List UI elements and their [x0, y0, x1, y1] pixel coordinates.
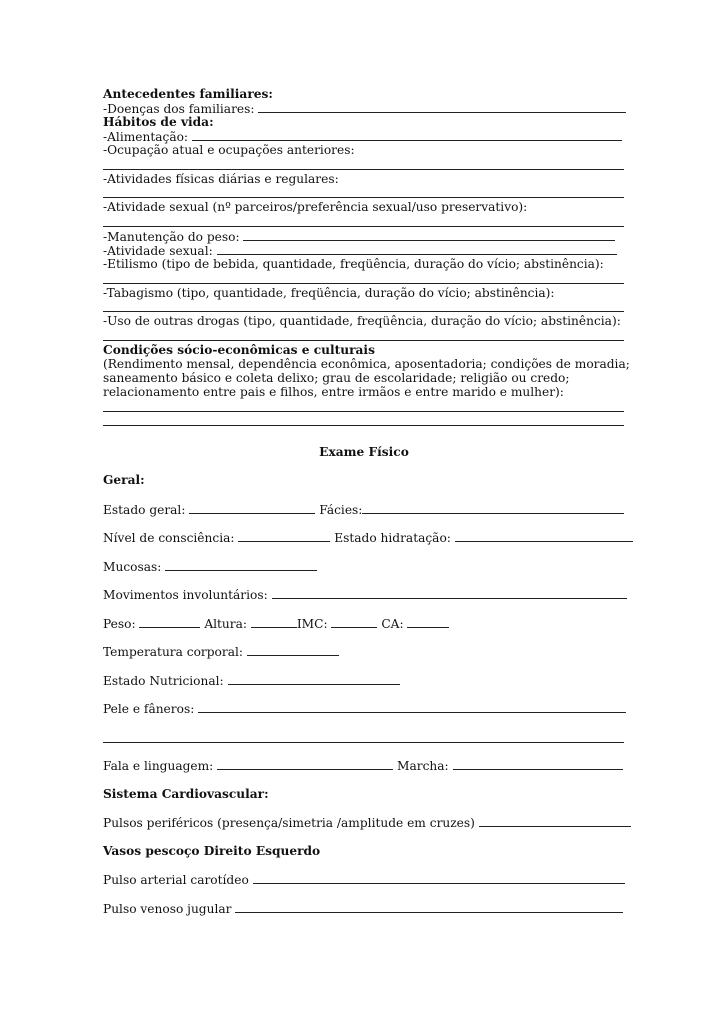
input-line-pulsos-perifericos[interactable] [479, 815, 631, 827]
field-consciencia-hidratacao [103, 530, 633, 545]
field-alimentacao [103, 129, 622, 144]
heading-socio-economicas: Condições sócio-econômicas e culturais [103, 343, 375, 357]
input-line-manutencao-peso[interactable] [243, 229, 615, 241]
input-line-marcha[interactable] [453, 758, 623, 770]
label-outras-drogas: -Uso de outras drogas (tipo, quantidade, freqüência, duração do vício; abstinência): [103, 314, 621, 328]
label-estado-nutricional: Estado Nutricional: [103, 674, 224, 688]
input-line-pele-2[interactable] [103, 742, 624, 743]
input-line-etilismo[interactable] [103, 283, 624, 284]
input-line-estado-nutricional[interactable] [228, 673, 400, 685]
input-line-socio-2[interactable] [103, 425, 624, 426]
label-peso: Peso: [103, 617, 136, 631]
text-socio-line-3: relacionamento entre pais e filhos, entre irmãos e entre marido e mulher): [103, 385, 564, 399]
input-line-fala[interactable] [217, 758, 393, 770]
input-line-peso[interactable] [139, 616, 200, 628]
input-line-alimentacao[interactable] [192, 129, 622, 141]
field-fala-marcha [103, 758, 623, 773]
label-nivel-consciencia: Nível de consciência: [103, 531, 235, 545]
input-line-estado-hidratacao[interactable] [455, 530, 633, 542]
input-line-atividade-sexual-detalhe[interactable] [103, 226, 624, 227]
label-facies: Fácies: [319, 503, 363, 517]
heading-geral: Geral: [103, 473, 145, 487]
input-line-atividade-sexual[interactable] [217, 243, 617, 255]
label-imc: IMC: [296, 617, 328, 631]
label-manutencao-peso: -Manutenção do peso: [103, 230, 240, 244]
text-socio-line-2: saneamento básico e coleta delixo; grau de escolaridade; religião ou credo; [103, 371, 570, 385]
field-pulso-carotideo [103, 872, 625, 887]
input-line-ocupacao[interactable] [103, 169, 624, 170]
input-line-estado-geral[interactable] [189, 502, 315, 514]
label-pulsos-perifericos: Pulsos periféricos (presença/simetria /amplitude em cruzes) [103, 816, 475, 830]
input-line-nivel-consciencia[interactable] [238, 530, 330, 542]
input-line-pulso-jugular[interactable] [235, 901, 623, 913]
input-line-facies[interactable] [362, 502, 624, 514]
field-atividade-sexual [103, 243, 617, 258]
label-fala: Fala e linguagem: [103, 759, 214, 773]
field-doencas-familiares [103, 101, 626, 116]
field-temperatura [103, 644, 339, 659]
input-line-tabagismo[interactable] [103, 311, 624, 312]
label-tabagismo: -Tabagismo (tipo, quantidade, freqüência, duração do vício; abstinência): [103, 286, 555, 300]
input-line-temperatura[interactable] [247, 644, 339, 656]
label-doencas: -Doenças dos familiares: [103, 102, 255, 116]
label-temperatura: Temperatura corporal: [103, 645, 243, 659]
input-line-ca[interactable] [407, 616, 449, 628]
heading-cardiovascular: Sistema Cardiovascular: [103, 787, 269, 801]
section-title-exame-fisico: Exame Físico [319, 445, 409, 459]
field-estado-geral-facies [103, 502, 624, 517]
input-line-mucosas[interactable] [165, 559, 317, 571]
field-movimentos [103, 587, 627, 602]
field-antropometria [103, 616, 449, 631]
label-ca: CA: [381, 617, 404, 631]
field-manutencao-peso [103, 229, 615, 244]
label-atividades-fisicas: -Atividades físicas diárias e regulares: [103, 172, 339, 186]
label-estado-hidratacao: Estado hidratação: [334, 531, 451, 545]
field-mucosas [103, 559, 317, 574]
field-pulsos-perifericos [103, 815, 631, 830]
input-line-pele[interactable] [198, 701, 626, 713]
label-estado-geral: Estado geral: [103, 503, 186, 517]
heading-vasos-pescoco: Vasos pescoço Direito Esquerdo [103, 844, 321, 858]
input-line-imc[interactable] [331, 616, 377, 628]
label-altura: Altura: [204, 617, 247, 631]
input-line-altura[interactable] [251, 616, 297, 628]
input-line-doencas[interactable] [258, 101, 626, 113]
label-alimentacao: -Alimentação: [103, 130, 189, 144]
input-line-movimentos[interactable] [272, 587, 627, 599]
label-movimentos: Movimentos involuntários: [103, 588, 268, 602]
label-pulso-carotideo: Pulso arterial carotídeo [103, 873, 249, 887]
heading-antecedentes: Antecedentes familiares: [103, 87, 273, 101]
label-ocupacao: -Ocupação atual e ocupações anteriores: [103, 143, 355, 157]
input-line-atividades-fisicas[interactable] [103, 197, 624, 198]
label-mucosas: Mucosas: [103, 560, 162, 574]
input-line-pulso-carotideo[interactable] [253, 872, 625, 884]
field-pele [103, 701, 626, 716]
label-atividade-sexual: -Atividade sexual: [103, 244, 213, 258]
field-estado-nutricional [103, 673, 400, 688]
label-atividade-sexual-detalhe: -Atividade sexual (nº parceiros/preferência sexual/uso preservativo): [103, 200, 528, 214]
heading-habitos: Hábitos de vida: [103, 115, 214, 129]
text-socio-line-1: (Rendimento mensal, dependência econômica, aposentadoria; condições de moradia; [103, 357, 630, 371]
label-pele: Pele e fâneros: [103, 702, 195, 716]
input-line-outras-drogas[interactable] [103, 340, 624, 341]
label-pulso-jugular: Pulso venoso jugular [103, 902, 232, 916]
input-line-socio-1[interactable] [103, 411, 624, 412]
label-marcha: Marcha: [397, 759, 449, 773]
label-etilismo: -Etilismo (tipo de bebida, quantidade, freqüência, duração do vício; abstinência): [103, 257, 604, 271]
field-pulso-jugular [103, 901, 623, 916]
